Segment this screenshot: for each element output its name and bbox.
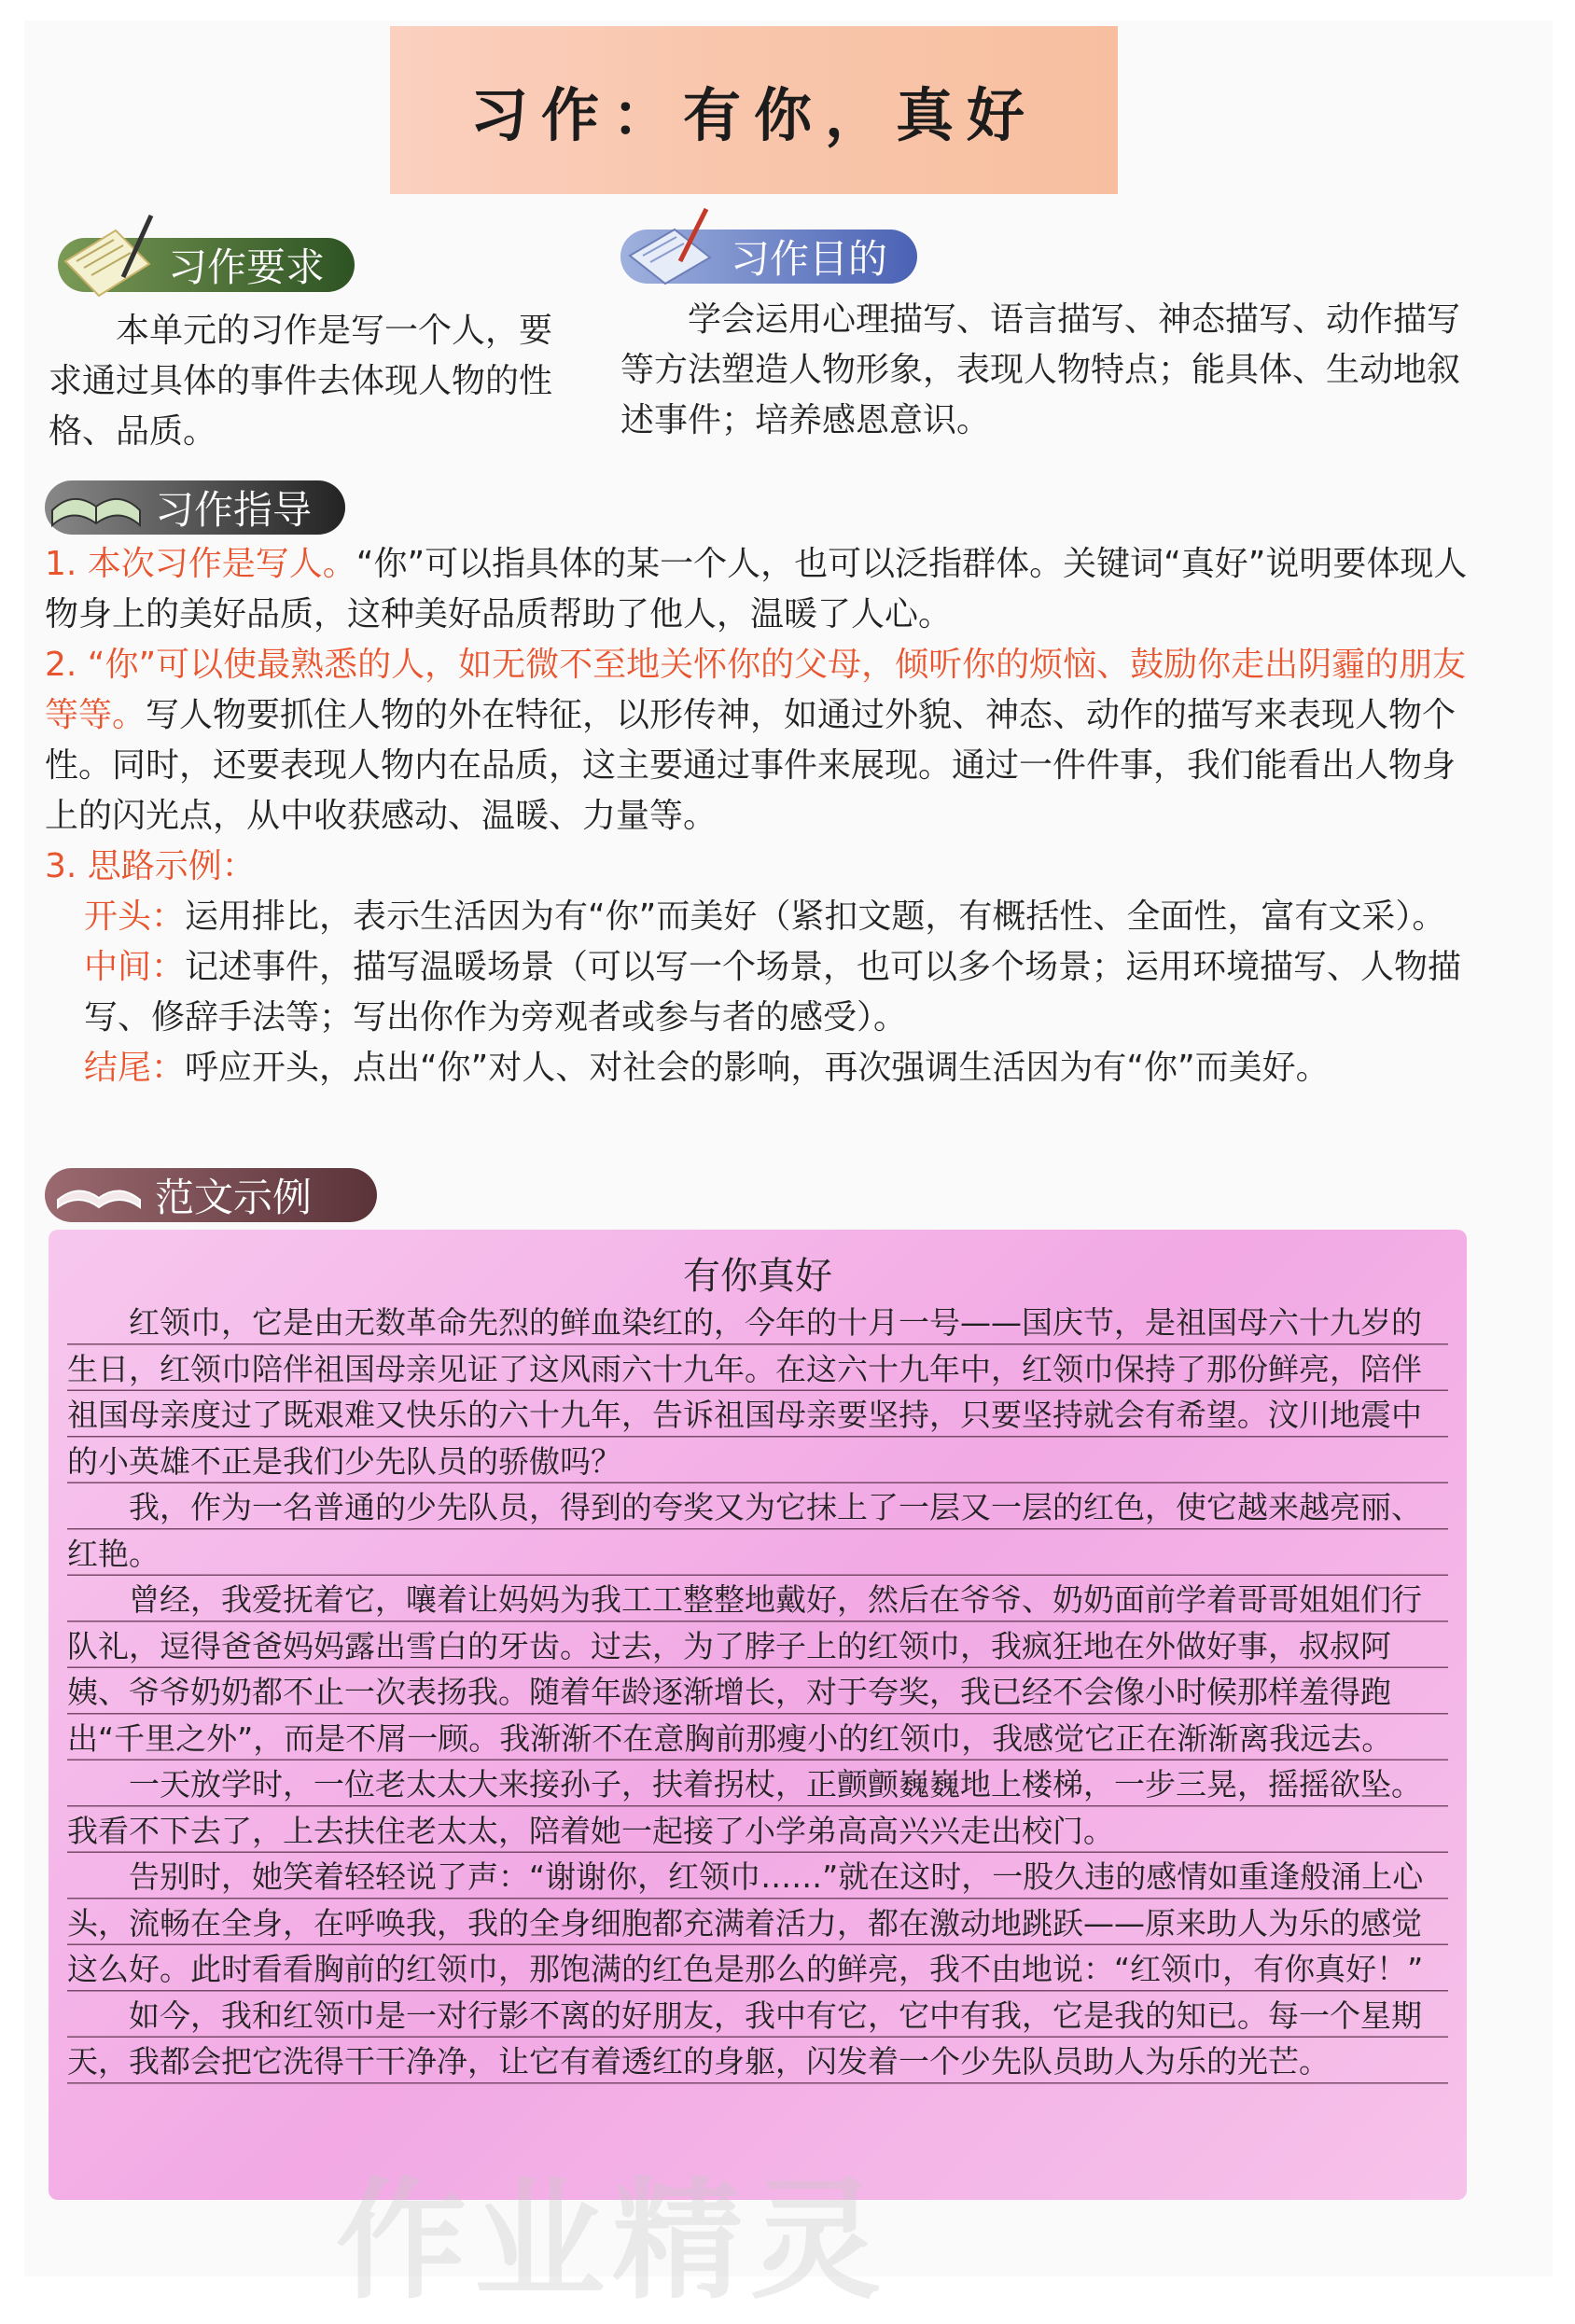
essay-paragraph: 如今，我和红领巾是一对行影不离的好朋友，我中有它，它中有我，它是我的知已。每一个星期天，我都会把它洗得干干净净，让它有着透红的身躯，闪发着一个少先队员助人为乐的光芒。 <box>67 1997 1422 2080</box>
essay-paragraph: 曾经，我爱抚着它，嚷着让妈妈为我工工整整地戴好，然后在爷爷、奶奶面前学着哥哥姐姐们行队礼，逗得爸爸妈妈露出雪白的牙齿。过去，为了脖子上的红领巾，我疯狂地在外做好事，叔叔阿姨、爷爷奶奶都不止一次表扬我。随着年龄逐渐增长，对于夸奖，我已经不会像小时候那样羞得跑出“千里之外”，而是不屑一顾。我渐渐不在意胸前那瘦小的红领巾，我感觉它正在渐渐离我远去。 <box>67 1581 1422 1757</box>
section-label-guidance <box>45 480 345 535</box>
sample-essay-body <box>67 1300 1448 2085</box>
guidance-point-1 <box>45 539 1472 640</box>
page-title: 习作：有你，真好 <box>469 80 1038 149</box>
sample-essay-box <box>49 1230 1467 2200</box>
guidance-point-2 <box>45 640 1472 842</box>
paper-pen-icon <box>58 210 160 303</box>
essay-paragraph: 告别时，她笑着轻轻说了声：“谢谢你，红领巾……”就在这时，一股久违的感情如重逢般涌上心头，流畅在全身，在呼唤我，我的全身细胞都充满着活力，都在激动地跳跃——原来助人为乐的感觉这么好。此时看看胸前的红领巾，那饱满的红色是那么的鲜亮，我不由地说：“红领巾，有你真好！” <box>67 1858 1424 1987</box>
watermark: 作业精灵 <box>336 2165 889 2317</box>
section-label-requirement <box>58 238 355 292</box>
essay-paragraph: 一天放学时，一位老太太大来接孙子，扶着拐杖，正颤颤巍巍地上楼梯，一步三晃，摇摇欲坠。我看不下去了，上去扶住老太太，陪着她一起接了小学弟高高兴兴走出校门。 <box>67 1766 1422 1849</box>
section-label-text: 习作指导 <box>155 487 313 533</box>
requirement-text: 本单元的习作是写一个人，要求通过具体的事件去体现人物的性格、品质。 <box>49 312 553 451</box>
section-label-text: 范文示例 <box>155 1175 313 1220</box>
outline-start-text: 运用排比，表示生活因为有“你”而美好（紧扣文题，有概括性、全面性，富有文采）。 <box>185 898 1446 936</box>
essay-paragraph: 我，作为一名普通的少先队员，得到的夸奖又为它抹上了一层又一层的红色，使它越来越亮丽、红艳。 <box>67 1489 1422 1572</box>
requirement-text-block <box>49 306 557 457</box>
outline-middle-label: 中间： <box>84 948 186 986</box>
purpose-text-block <box>620 295 1460 446</box>
essay-paragraph: 红领巾，它是由无数革命先烈的鲜血染红的，今年的十月一号——国庆节，是祖国母六十九岁的生日，红领巾陪伴祖国母亲见证了这风雨六十九年。在这六十九年中，红领巾保持了那份鲜亮，陪伴祖国母亲度过了既艰难又快乐的六十九年，告诉祖国母亲要坚持，只要坚持就会有希望。汶川地震中的小英雄不正是我们少先队员的骄傲吗？ <box>67 1304 1422 1480</box>
notepad-pen-icon <box>620 202 723 295</box>
guidance-point-2-body: 写人物要抓住人物的外在特征，以形传神，如通过外貌、神态、动作的描写来表现人物个性。同时，还要表现人物内在品质，这主要通过事件来展现。通过一件件事，我们能看出人物身上的闪光点，从中收获感动、温暖、力量等。 <box>45 696 1457 835</box>
outline-end-label: 结尾： <box>84 1049 186 1087</box>
guidance-text-block <box>45 539 1472 1093</box>
book-icon <box>45 1162 147 1218</box>
guidance-point-1-body: “你”可以指具体的某一个人，也可以泛指群体。关键词“真好”说明要体现人物身上的美好品质，这种美好品质帮助了他人，温暖了人心。 <box>45 545 1468 633</box>
outline-end-text: 呼应开头，点出“你”对人、对社会的影响，再次强调生活因为有“你”而美好。 <box>185 1049 1330 1087</box>
section-label-purpose <box>620 230 917 284</box>
outline-middle <box>45 942 1472 1043</box>
guidance-point-1-heading: 1. 本次习作是写人。 <box>45 545 356 583</box>
outline-middle-text: 记述事件，描写温暖场景（可以写一个场景，也可以多个场景；运用环境描写、人物描写、修辞手法等；写出你作为旁观者或参与者的感受）。 <box>84 948 1462 1037</box>
purpose-text: 学会运用心理描写、语言描写、神态描写、动作描写等方法塑造人物形象，表现人物特点；能具体、生动地叙述事件；培养感恩意识。 <box>620 300 1461 439</box>
sample-essay-title: 有你真好 <box>683 1255 832 1298</box>
outline-start <box>45 892 1472 942</box>
section-label-sample <box>45 1168 377 1222</box>
outline-end <box>45 1043 1472 1093</box>
section-label-text: 习作要求 <box>168 244 326 290</box>
title-banner <box>390 26 1118 194</box>
guidance-point-2-heading: 2. “你”可以使最熟悉的人，如无微不至地关怀你的父母，倾听你的烦恼、鼓励你走出阴霾的朋友等等。 <box>45 646 1467 734</box>
guidance-point-3-heading: 3. 思路示例： <box>45 847 256 885</box>
open-book-icon <box>45 452 147 546</box>
section-label-text: 习作目的 <box>731 236 888 282</box>
outline-start-label: 开头： <box>84 898 186 936</box>
